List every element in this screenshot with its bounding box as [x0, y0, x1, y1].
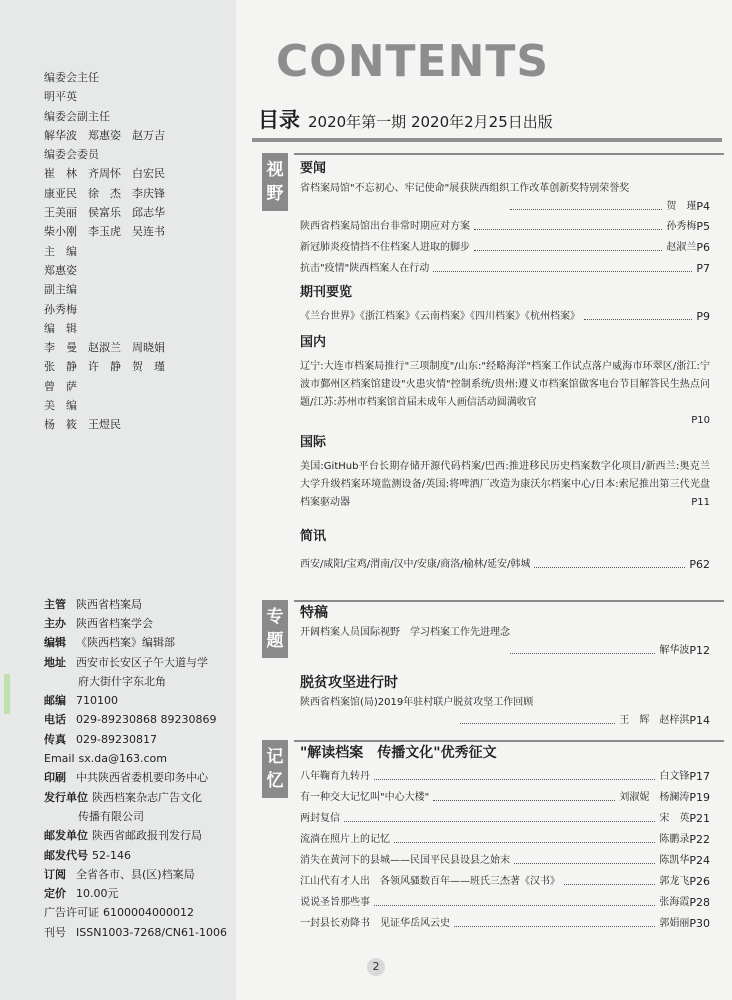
publication-row — [44, 768, 236, 787]
toc-entry-title: 西安/咸阳/宝鸡/渭南/汉中/安康/商洛/榆林/延安/韩城 — [300, 559, 531, 570]
contents-title-row — [258, 104, 553, 136]
toc-author: 解华波 — [659, 645, 690, 656]
masthead-names: 孙秀梅 — [44, 302, 77, 316]
leader-dots — [564, 884, 655, 885]
section-tab-zhuanti — [262, 600, 288, 658]
masthead-names: 张 静 许 静 贺 瑾 — [44, 360, 165, 374]
publication-row — [44, 826, 236, 845]
contents-title: 目录 — [258, 108, 300, 132]
toc-entry-title: 江山代有才人出 各领风骚数百年——班氏三杰著《汉书》 — [300, 876, 560, 887]
toc-page: P24 — [689, 854, 710, 867]
publication-value: 710100 — [76, 694, 118, 708]
masthead-role: 编 辑 — [44, 321, 77, 335]
publication-row — [44, 903, 236, 922]
section-tab-label: 记 忆 — [266, 747, 284, 791]
leader-dots — [474, 250, 662, 251]
toc-author: 郭龙飞 — [659, 876, 690, 887]
publication-value: 陕西档案杂志广告文化 — [92, 790, 202, 804]
section-heading: 简讯 — [300, 529, 327, 544]
masthead-role: 编委会主任 — [44, 71, 99, 84]
toc-entry[interactable] — [300, 894, 710, 912]
leader-dots — [510, 653, 655, 654]
publication-value: 029-89230868 89230869 — [76, 713, 217, 727]
section-tuopin — [300, 672, 710, 730]
toc-entry[interactable] — [300, 260, 710, 278]
section-heading: 国内 — [300, 335, 327, 350]
publication-key: 邮发代号 — [44, 848, 88, 862]
publication-row — [44, 614, 236, 633]
section-tab-label: 专 题 — [266, 607, 284, 651]
section-heading: "解读档案 传播文化"优秀征文 — [300, 745, 497, 761]
leader-dots — [510, 209, 662, 210]
publication-value: 6100004000012 — [103, 906, 194, 920]
toc-entry[interactable] — [300, 831, 710, 849]
toc-entry-title: 一封县长劝降书 见证华岳风云史 — [300, 918, 450, 929]
toc-page: P6 — [696, 241, 710, 254]
section-tab-label: 视 野 — [266, 160, 284, 204]
section-guoji — [300, 432, 710, 512]
masthead-names: 解华波 郑惠姿 赵万吉 — [44, 128, 165, 142]
publication-value: 中共陕西省委机要印务中心 — [76, 771, 208, 785]
toc-entry-title: 流淌在照片上的记忆 — [300, 834, 390, 845]
publication-key: Email — [44, 752, 75, 766]
leader-dots — [460, 723, 615, 724]
publication-value: 10.00元 — [76, 887, 119, 901]
page-number: 2 — [367, 958, 385, 976]
publication-row — [44, 595, 236, 614]
publication-row — [44, 884, 236, 903]
toc-entry-title[interactable]: 美国:GitHub平台长期存储开源代码档案/巴西:推进移民历史档案数字化项目/新西兰:奥克兰大学升级档案环境监测设备/英国:将啤酒厂改造为康沃尔档案中心/日本:索尼推出第三代光盘档案驱动器 — [300, 461, 710, 508]
publication-row — [44, 691, 236, 710]
toc-entry-title: 新冠肺炎疫情挡不住档案人进取的脚步 — [300, 242, 470, 253]
issue-info: 2020年第一期 2020年2月25日出版 — [308, 113, 553, 131]
section-heading: 要闻 — [300, 161, 327, 176]
toc-page: P11 — [691, 497, 710, 508]
publication-key: 传真 — [44, 732, 66, 746]
toc-author: 宋 英 — [659, 813, 690, 824]
publication-row — [44, 846, 236, 865]
toc-page: P12 — [689, 644, 710, 657]
contents-column — [236, 0, 732, 1000]
leader-dots — [374, 905, 655, 906]
publication-key: 编辑 — [44, 636, 66, 650]
toc-entry-title: 两封复信 — [300, 813, 340, 824]
section-heading: 国际 — [300, 435, 327, 450]
toc-entry-title: 抗击"疫情"陕西档案人在行动 — [300, 263, 430, 274]
leader-dots — [433, 800, 615, 801]
toc-entry-title: 说说圣旨那些事 — [300, 897, 370, 908]
toc-page: P5 — [696, 220, 710, 233]
masthead-names: 明平英 — [44, 90, 77, 104]
publication-row — [44, 865, 236, 884]
publication-value: 传播有限公司 — [78, 809, 144, 823]
masthead-names: 柴小刚 李玉虎 吴连书 — [44, 225, 165, 239]
toc-page: P14 — [689, 714, 710, 727]
section-tegao — [300, 602, 710, 660]
publication-key: 邮编 — [44, 694, 66, 708]
publication-key: 电话 — [44, 713, 66, 727]
publication-key: 订阅 — [44, 867, 66, 881]
toc-entry-title[interactable]: 陕西省档案馆(局)2019年驻村联户脱贫攻坚工作回顾 — [300, 697, 534, 708]
publication-row — [44, 653, 236, 672]
publication-row — [44, 710, 236, 729]
toc-entry[interactable] — [300, 642, 710, 660]
toc-entry[interactable] — [300, 198, 710, 216]
toc-author: 孙秀梅 — [666, 221, 697, 232]
toc-list — [300, 768, 710, 933]
toc-page: P17 — [689, 770, 710, 783]
publication-value: 029-89230817 — [76, 732, 157, 746]
section-heading: 特稿 — [300, 605, 328, 621]
publication-key: 刊号 — [44, 925, 66, 939]
toc-entry[interactable] — [300, 239, 710, 257]
masthead-names: 康亚民 徐 杰 李庆锋 — [44, 186, 165, 200]
publication-value: 府大街什字东北角 — [78, 674, 166, 688]
toc-page: P19 — [689, 791, 710, 804]
toc-entry[interactable] — [300, 218, 710, 236]
leader-dots — [534, 567, 685, 568]
masthead-names: 郑惠姿 — [44, 263, 77, 277]
publication-value: 52-146 — [92, 848, 131, 862]
toc-author: 赵淑兰 — [666, 242, 697, 253]
section-jianxun — [300, 526, 710, 574]
section-guonei — [300, 332, 710, 430]
toc-entry[interactable] — [300, 852, 710, 870]
leader-dots — [394, 842, 655, 843]
toc-page: P10 — [691, 415, 710, 426]
toc-entry-title[interactable]: 辽宁:大连市档案局推行"三项制度"/山东:"经略海洋"档案工作试点落户威海市环翠区/浙江:宁波市鄞州区档案馆建设"火患灾情"控制系统/贵州:遵义市档案馆做客电台节目解答民生热点问题/江苏:苏州市档案馆首届未成年人画信活动圆满收官 — [300, 361, 710, 408]
toc-entry[interactable] — [300, 768, 710, 786]
toc-entry-title[interactable]: 省档案局馆"不忘初心、牢记使命"展获陕西组织工作改革创新奖特别荣誉奖 — [300, 183, 630, 194]
publication-value: 陕西省档案学会 — [76, 616, 153, 630]
toc-author: 贺 瑾 — [666, 201, 697, 212]
toc-entry[interactable] — [300, 915, 710, 933]
publication-row — [44, 730, 236, 749]
toc-author: 张海霞 — [659, 897, 690, 908]
publication-key: 地址 — [44, 655, 66, 669]
masthead-role: 编委会委员 — [44, 148, 99, 162]
toc-entry-title: 八年鞠育九转丹 — [300, 771, 370, 782]
publication-value: 西安市长安区子午大道与学 — [76, 655, 208, 669]
toc-author: 白文锋 — [659, 771, 690, 782]
toc-entry-title: 《兰台世界》《浙江档案》《云南档案》《四川档案》《杭州档案》 — [300, 311, 580, 322]
section-qikan — [300, 282, 710, 326]
toc-page: P30 — [689, 917, 710, 930]
masthead-names: 王美丽 侯富乐 邱志华 — [44, 206, 165, 220]
masthead-role: 副主编 — [44, 283, 77, 297]
publication-key: 邮发单位 — [44, 829, 88, 843]
toc-entry[interactable] — [300, 556, 710, 574]
toc-entry-title: 消失在黄河下的县城——民国平民县设县之始末 — [300, 855, 510, 866]
toc-entry[interactable] — [300, 789, 710, 807]
toc-entry[interactable] — [300, 873, 710, 891]
publication-key: 广告许可证 — [44, 906, 99, 920]
toc-author: 王 辉 赵梓淇 — [619, 715, 690, 726]
leader-dots — [474, 229, 662, 230]
publication-key: 印刷 — [44, 771, 66, 785]
publication-info — [44, 595, 236, 942]
toc-entry-title: 陕西省档案局馆出台非常时期应对方案 — [300, 221, 470, 232]
publication-value: 陕西省档案局 — [76, 597, 142, 611]
publication-row — [44, 749, 236, 768]
toc-entry-title[interactable]: 开阔档案人员国际视野 学习档案工作先进理念 — [300, 627, 510, 638]
decorative-bar — [4, 674, 10, 714]
toc-author: 郭娟丽 — [659, 918, 690, 929]
toc-entry[interactable] — [300, 810, 710, 828]
title-divider — [252, 138, 722, 142]
publication-row — [44, 923, 236, 942]
masthead-column — [0, 0, 236, 1000]
publication-key: 主办 — [44, 616, 66, 630]
toc-page: P9 — [696, 310, 710, 323]
toc-page: P22 — [689, 833, 710, 846]
toc-entry-title: 有一种交大记忆叫"中心大楼" — [300, 792, 430, 803]
section-divider — [294, 153, 724, 155]
toc-page: P21 — [689, 812, 710, 825]
masthead-role: 编委会副主任 — [44, 109, 110, 123]
masthead-role: 美 编 — [44, 399, 77, 413]
section-tab-shiye — [262, 153, 288, 211]
toc-page: P4 — [696, 200, 710, 213]
leader-dots — [374, 779, 655, 780]
toc-author: 陈鹏录 — [659, 834, 690, 845]
publication-key: 发行单位 — [44, 790, 88, 804]
leader-dots — [454, 926, 655, 927]
publication-value: ISSN1003-7268/CN61-1006 — [76, 925, 227, 939]
contents-header: CONTENTS — [276, 36, 550, 87]
toc-page: P26 — [689, 875, 710, 888]
publication-value: 《陕西档案》编辑部 — [76, 636, 175, 650]
toc-author: 陈凯华 — [659, 855, 690, 866]
publication-row — [44, 633, 236, 652]
masthead-role: 主 编 — [44, 244, 77, 258]
section-yaowen — [300, 158, 710, 281]
publication-row — [44, 672, 236, 691]
masthead-names: 杨 筱 王煜民 — [44, 418, 121, 432]
toc-entry[interactable] — [300, 308, 710, 326]
section-heading: 期刊要览 — [300, 285, 353, 300]
toc-page: P28 — [689, 896, 710, 909]
publication-value: 陕西省邮政报刊发行局 — [92, 829, 202, 843]
publication-key: 定价 — [44, 887, 66, 901]
publication-key: 主管 — [44, 597, 66, 611]
section-tab-jiyi — [262, 740, 288, 798]
leader-dots — [514, 863, 655, 864]
leader-dots — [344, 821, 655, 822]
toc-list — [300, 218, 710, 278]
masthead-names: 李 曼 赵淑兰 周晓娟 — [44, 341, 165, 355]
editorial-board — [44, 68, 236, 435]
leader-dots — [584, 319, 692, 320]
section-heading: 脱贫攻坚进行时 — [300, 675, 398, 691]
masthead-names: 崔 林 齐周怀 白宏民 — [44, 167, 165, 181]
leader-dots — [433, 271, 692, 272]
publication-row — [44, 807, 236, 826]
toc-page: P62 — [689, 558, 710, 571]
publication-row — [44, 788, 236, 807]
publication-value: 全省各市、县(区)档案局 — [76, 867, 195, 881]
masthead-names: 曾 萨 — [44, 379, 77, 393]
toc-entry[interactable] — [300, 712, 710, 730]
section-zhengwen — [300, 742, 710, 936]
toc-author: 刘淑妮 杨澜涛 — [619, 792, 690, 803]
publication-value: sx.da@163.com — [78, 752, 167, 766]
toc-page: P7 — [696, 262, 710, 275]
